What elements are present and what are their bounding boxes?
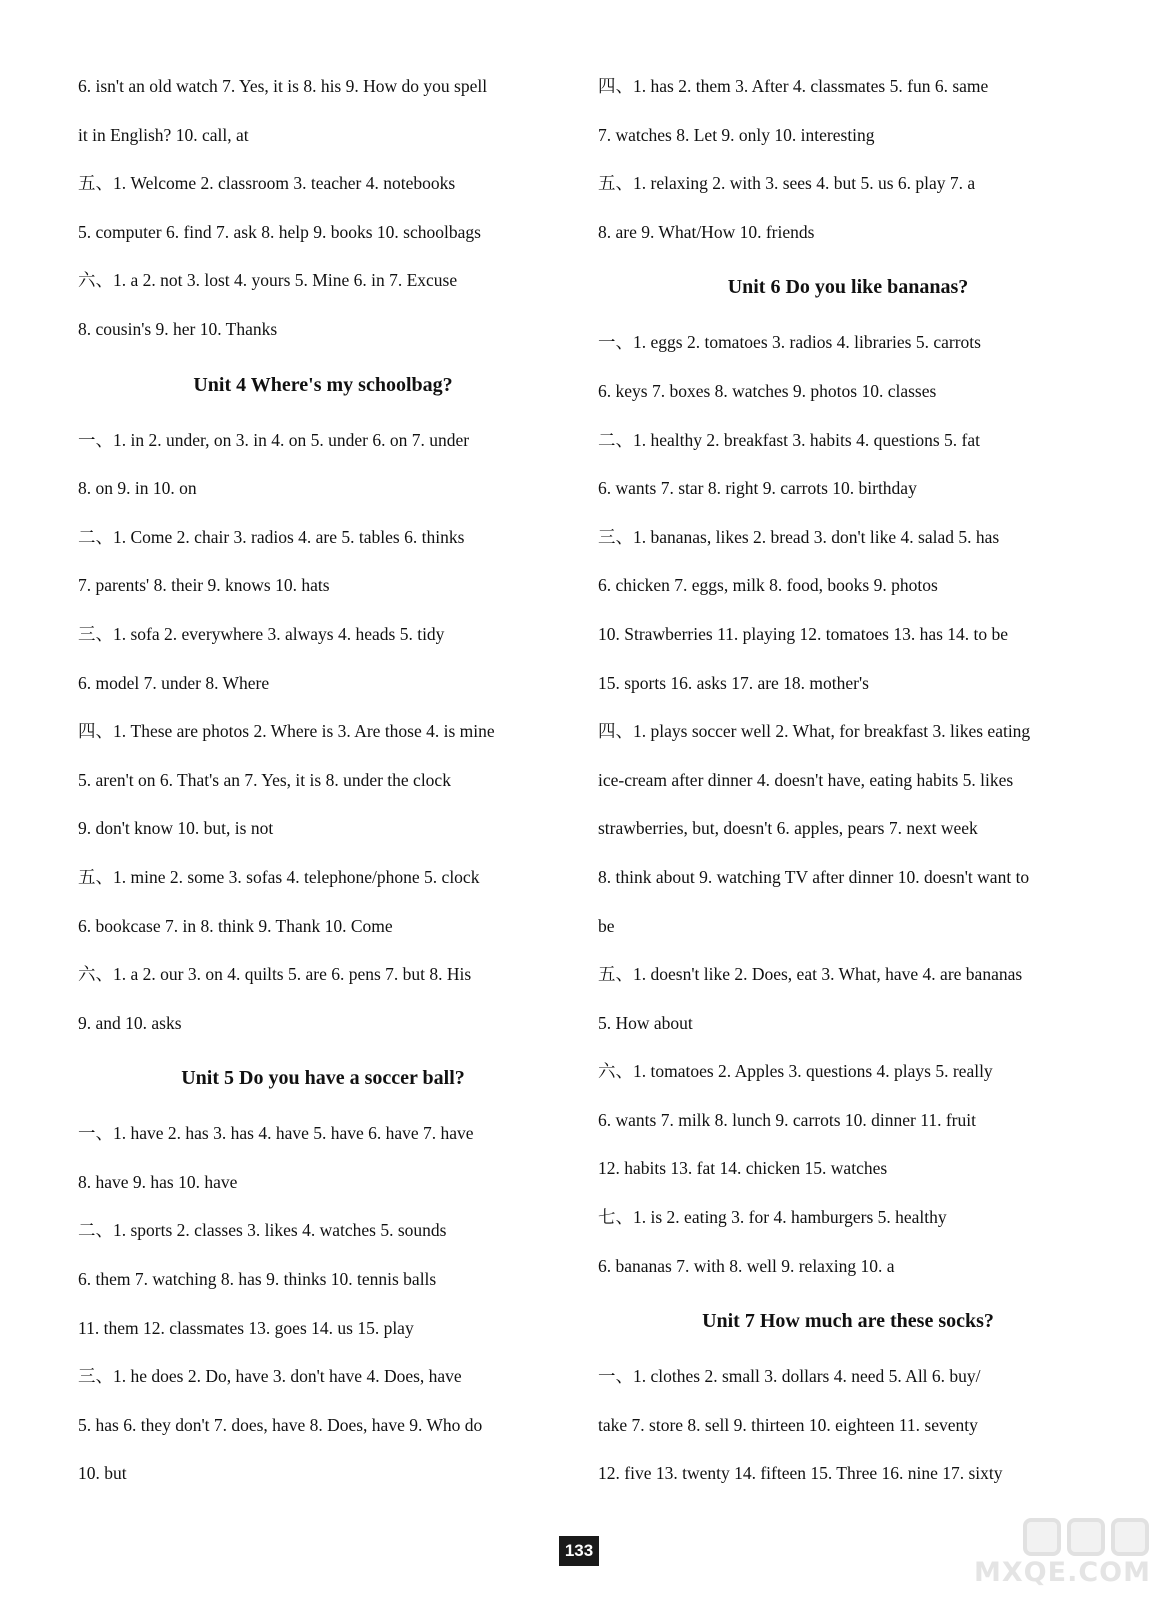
answer-line: 5. How about: [598, 1012, 693, 1033]
page-number: 133: [559, 1536, 599, 1566]
answer-line: 12. five 13. twenty 14. fifteen 15. Three 16. nine 17. sixty: [598, 1463, 1003, 1484]
answer-line: 四、1. These are photos 2. Where is 3. Are those 4. is mine: [78, 721, 495, 742]
answer-line: 一、1. in 2. under, on 3. in 4. on 5. under 6. on 7. under: [78, 429, 470, 450]
left-column: [78, 62, 568, 1498]
answer-line: be: [598, 915, 615, 936]
answer-line: 三、1. sofa 2. everywhere 3. always 4. heads 5. tidy: [78, 623, 445, 644]
answer-line: 四、1. plays soccer well 2. What, for breakfast 3. likes eating: [598, 721, 1031, 742]
site-watermark: [974, 1516, 1149, 1590]
answer-line: 8. have 9. has 10. have: [78, 1171, 238, 1192]
answer-line: 二、1. sports 2. classes 3. likes 4. watches 5. sounds: [78, 1220, 447, 1241]
answer-line: 七、1. is 2. eating 3. for 4. hamburgers 5. healthy: [598, 1207, 947, 1228]
answer-line: 三、1. bananas, likes 2. bread 3. don't like 4. salad 5. has: [598, 526, 1000, 547]
answer-line: 四、1. has 2. them 3. After 4. classmates 5. fun 6. same: [598, 76, 989, 96]
unit-heading: Unit 4 Where's my schoolbag?: [193, 373, 453, 396]
answer-line: take 7. store 8. sell 9. thirteen 10. eighteen 11. seventy: [598, 1414, 978, 1435]
answer-line: 6. bookcase 7. in 8. think 9. Thank 10. Come: [78, 915, 393, 936]
answer-line: 一、1. eggs 2. tomatoes 3. radios 4. libraries 5. carrots: [598, 332, 981, 353]
answer-line: 五、1. mine 2. some 3. sofas 4. telephone/phone 5. clock: [78, 866, 480, 887]
answer-line: 6. keys 7. boxes 8. watches 9. photos 10. classes: [598, 380, 937, 401]
answer-line: 五、1. Welcome 2. classroom 3. teacher 4. notebooks: [78, 173, 456, 194]
answer-line: 六、1. tomatoes 2. Apples 3. questions 4. plays 5. really: [598, 1061, 993, 1082]
answer-line: strawberries, but, doesn't 6. apples, pears 7. next week: [598, 818, 978, 839]
answer-line: 7. watches 8. Let 9. only 10. interesting: [598, 124, 875, 145]
watermark-logo-icon: [1111, 1518, 1149, 1556]
answer-line: 二、1. Come 2. chair 3. radios 4. are 5. tables 6. thinks: [78, 526, 465, 547]
unit-heading: Unit 6 Do you like bananas?: [727, 276, 969, 299]
answer-line: it in English? 10. call, at: [78, 124, 249, 145]
watermark-logo-icon: [1023, 1518, 1061, 1556]
answer-line: 5. aren't on 6. That's an 7. Yes, it is 8. under the clock: [78, 769, 451, 790]
answer-line: 9. and 10. asks: [78, 1012, 182, 1033]
watermark-logo-icon: [1067, 1518, 1105, 1556]
answer-line: 6. them 7. watching 8. has 9. thinks 10. tennis balls: [78, 1269, 437, 1290]
answer-line: 8. are 9. What/How 10. friends: [598, 221, 815, 242]
answer-line: 8. cousin's 9. her 10. Thanks: [78, 318, 278, 339]
unit-heading: Unit 7 How much are these socks?: [702, 1310, 994, 1333]
answer-line: 二、1. healthy 2. breakfast 3. habits 4. questions 5. fat: [598, 429, 981, 450]
answer-line: 三、1. he does 2. Do, have 3. don't have 4. Does, have: [78, 1366, 462, 1387]
answer-line: 五、1. doesn't like 2. Does, eat 3. What, have 4. are bananas: [598, 964, 1023, 985]
answer-line: 6. chicken 7. eggs, milk 8. food, books 9. photos: [598, 575, 938, 596]
answer-line: 5. computer 6. find 7. ask 8. help 9. books 10. schoolbags: [78, 221, 481, 242]
answer-line: 6. wants 7. star 8. right 9. carrots 10. birthday: [598, 478, 917, 499]
answer-line: 五、1. relaxing 2. with 3. sees 4. but 5. us 6. play 7. a: [598, 173, 976, 194]
answer-line: 一、1. clothes 2. small 3. dollars 4. need 5. All 6. buy/: [598, 1366, 981, 1387]
answer-line: 9. don't know 10. but, is not: [78, 818, 274, 839]
right-column: [598, 62, 1098, 1498]
answer-line: 六、1. a 2. our 3. on 4. quilts 5. are 6. pens 7. but 8. His: [78, 964, 472, 985]
answer-line: 12. habits 13. fat 14. chicken 15. watches: [598, 1158, 888, 1179]
answer-line: 6. isn't an old watch 7. Yes, it is 8. his 9. How do you spell: [78, 76, 488, 96]
answer-line: ice-cream after dinner 4. doesn't have, eating habits 5. likes: [598, 769, 1014, 790]
unit-heading: Unit 5 Do you have a soccer ball?: [181, 1067, 465, 1090]
answer-line: 11. them 12. classmates 13. goes 14. us 15. play: [78, 1317, 414, 1338]
watermark-text: MXQE.COM: [974, 1557, 1151, 1588]
answer-line: 6. bananas 7. with 8. well 9. relaxing 10. a: [598, 1255, 895, 1276]
answer-line: 5. has 6. they don't 7. does, have 8. Does, have 9. Who do: [78, 1414, 483, 1435]
answer-line: 10. but: [78, 1463, 127, 1484]
answer-line: 6. wants 7. milk 8. lunch 9. carrots 10. dinner 11. fruit: [598, 1109, 976, 1130]
answer-line: 8. think about 9. watching TV after dinner 10. doesn't want to: [598, 866, 1030, 887]
answer-line: 8. on 9. in 10. on: [78, 478, 197, 499]
answer-line: 6. model 7. under 8. Where: [78, 672, 270, 693]
answer-line: 六、1. a 2. not 3. lost 4. yours 5. Mine 6. in 7. Excuse: [78, 270, 458, 291]
answer-line: 15. sports 16. asks 17. are 18. mother's: [598, 672, 869, 693]
answer-line: 一、1. have 2. has 3. has 4. have 5. have 6. have 7. have: [78, 1123, 474, 1144]
answer-line: 10. Strawberries 11. playing 12. tomatoes 13. has 14. to be: [598, 623, 1009, 644]
answer-line: 7. parents' 8. their 9. knows 10. hats: [78, 575, 330, 596]
